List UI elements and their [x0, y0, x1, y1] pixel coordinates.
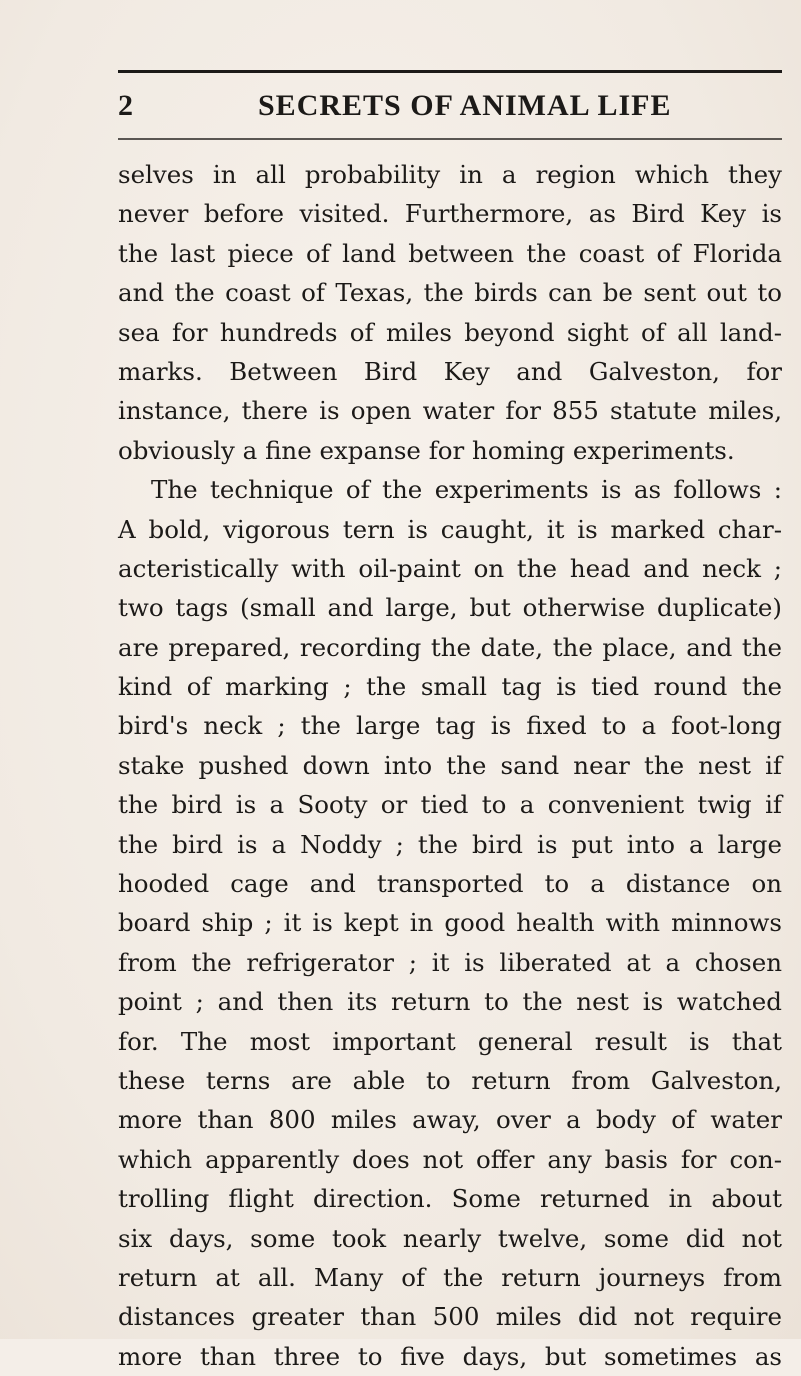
text-line: which apparently does not offer any basis for con-: [118, 1144, 782, 1174]
page-header: [118, 80, 782, 132]
text-line: selves in all probability in a region which they: [118, 160, 782, 189]
text-line: are prepared, recording the date, the place, and the: [118, 632, 782, 662]
header-rule: [118, 138, 782, 140]
paragraph-start-line: The technique of the experiments is as follows :: [151, 475, 782, 505]
text-line: instance, there is open water for 855 statute miles,: [118, 396, 782, 426]
text-line: point ; and then its return to the nest is watched: [118, 987, 782, 1017]
text-line: sea for hundreds of miles beyond sight of all land-: [118, 317, 782, 347]
text-line: for. The most important general result is that: [118, 1026, 782, 1056]
text-line: stake pushed down into the sand near the nest if: [118, 750, 782, 780]
text-line: kind of marking ; the small tag is tied round the: [118, 672, 782, 702]
text-line: the last piece of land between the coast of Florida: [118, 238, 782, 268]
text-line: hooded cage and transported to a distance on: [118, 869, 782, 899]
text-line: A bold, vigorous tern is caught, it is marked char-: [118, 514, 782, 544]
text-line: marks. Between Bird Key and Galveston, for: [118, 356, 782, 386]
page-number: 2: [118, 89, 133, 122]
running-title: SECRETS OF ANIMAL LIFE: [258, 89, 672, 122]
text-line: trolling flight direction. Some returned in about: [118, 1184, 782, 1214]
text-line: and the coast of Texas, the birds can be sent out to: [118, 278, 782, 308]
text-line: the bird is a Sooty or tied to a convenient twig if: [118, 790, 782, 820]
text-line: return at all. Many of the return journeys from: [118, 1262, 782, 1292]
text-line: two tags (small and large, but otherwise duplicate): [118, 593, 782, 623]
text-line: bird's neck ; the large tag is fixed to a foot-long: [118, 711, 782, 741]
text-line: distances greater than 500 miles did not require: [118, 1302, 782, 1332]
text-line: these terns are able to return from Galveston,: [118, 1065, 782, 1095]
text-line: the bird is a Noddy ; the bird is put into a large: [118, 829, 782, 859]
text-line: obviously a fine expanse for homing experiments.: [118, 435, 735, 465]
top-rule: [118, 70, 782, 73]
text-line: board ship ; it is kept in good health with minnows: [118, 908, 782, 938]
text-line: acteristically with oil-paint on the head and neck ;: [118, 553, 782, 583]
text-line: more than three to five days, but sometimes as: [118, 1341, 782, 1371]
text-line: more than 800 miles away, over a body of water: [118, 1105, 782, 1135]
text-line: from the refrigerator ; it is liberated at a chosen: [118, 947, 782, 977]
text-line: six days, some took nearly twelve, some did not: [118, 1223, 782, 1253]
body-text: [118, 155, 782, 1376]
text-line: never before visited. Furthermore, as Bird Key is: [118, 199, 782, 229]
